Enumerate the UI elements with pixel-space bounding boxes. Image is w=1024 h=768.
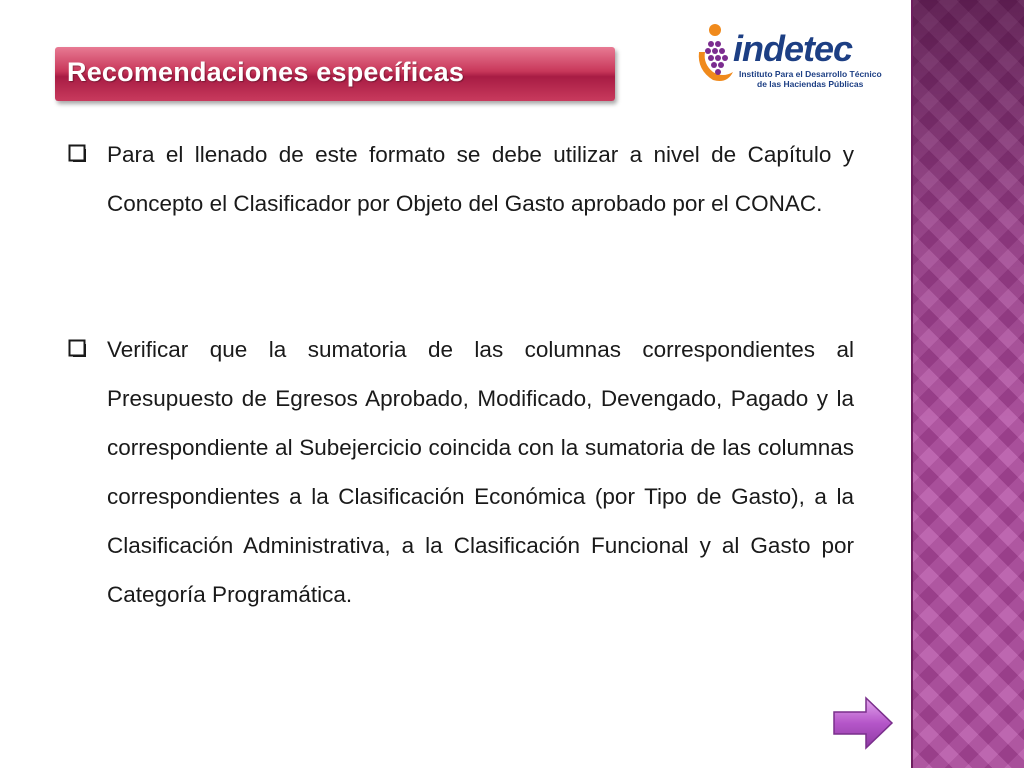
- next-slide-arrow-icon[interactable]: [830, 694, 896, 752]
- bullet-text: Verificar que la sumatoria de las columnas correspondientes al Presupuesto de Egresos Aprobado, Modificado, Devengado, Pagado y la correspondiente al Subejercicio coincida con la sumatoria de las columnas correspondientes a la Clasificación Económica (por Tipo de Gasto), a la Clasificación Administrativa, a la Clasificación Funcional y al Gasto por Categoría Programática.: [107, 337, 854, 607]
- indetec-logo: [693, 22, 883, 92]
- bullet-text: Para el llenado de este formato se debe utilizar a nivel de Capítulo y Concepto el Clasificador por Objeto del Gasto aprobado por el CONAC.: [107, 142, 854, 216]
- title-banner: [55, 47, 615, 101]
- logo-subtitle-line2: de las Haciendas Públicas: [757, 79, 864, 89]
- checkbox-outline-icon: [68, 144, 86, 162]
- logo-subtitle-line1: Instituto Para el Desarrollo Técnico: [739, 69, 882, 79]
- page-title: Recomendaciones específicas: [67, 57, 465, 87]
- logo-subtitle: [739, 69, 889, 89]
- logo-wordmark: indetec: [733, 28, 853, 69]
- bullet-item: [60, 325, 854, 670]
- bullet-item: [60, 130, 854, 280]
- decorative-side-band: [913, 0, 1024, 768]
- checkbox-outline-icon: [68, 339, 86, 357]
